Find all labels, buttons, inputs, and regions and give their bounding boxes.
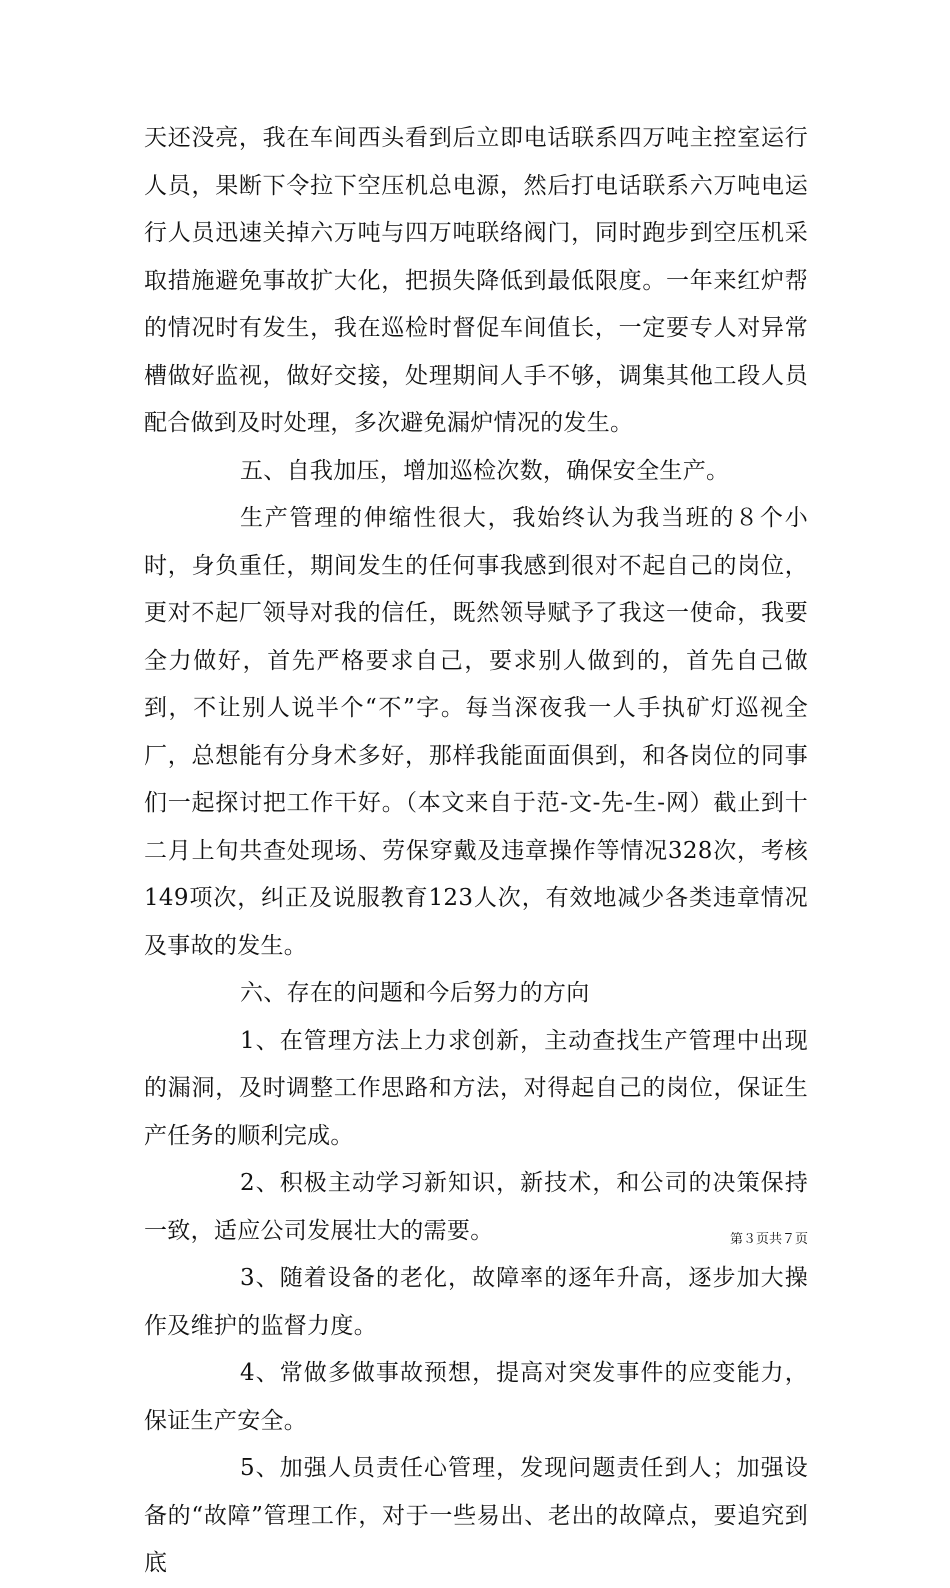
list-item-2: 2、积极主动学习新知识，新技术，和公司的决策保持一致，适应公司发展壮大的需要。 [144,1170,808,1244]
paragraph-production-management: 生产管理的伸缩性很大，我始终认为我当班的８个小时，身负重任，期间发生的任何事我感到很对不起自己的岗位，更对不起厂领导对我的信任，既然领导赋予了我这一使命，我要全力做好，首先严格要求自己，要求别人做到的，首先自己做到，不让别人说半个“不”字。每当深夜我一人手执矿灯巡视全厂，总想能有分身术多好，那样我能面面俱到，和各岗位的同事们一起探讨把工作干好。（本文来自于范-文-先-生-网）截止到十二月上旬共查处现场、劳保穿戴及违章操作等情况328次，考核149项次，纠正及说服教育123人次，有效地减少各类违章情况及事故的发生。 [144,505,808,959]
list-item-4: 4、常做多做事故预想，提高对突发事件的应变能力，保证生产安全。 [144,1360,808,1434]
section-heading-5: 五、自我加压，增加巡检次数，确保安全生产。 [240,457,730,484]
list-item-3: 3、随着设备的老化，故障率的逐年升高，逐步加大操作及维护的监督力度。 [144,1265,808,1339]
document-body [144,115,808,1588]
list-item-1: 1、在管理方法上力求创新，主动查找生产管理中出现的漏洞，及时调整工作思路和方法，对得起自己的岗位，保证生产任务的顺利完成。 [144,1027,808,1149]
page-number-footer: 第３页共７页 [729,1232,808,1247]
list-item-5: 5、加强人员责任心管理，发现问题责任到人；加强设备的“故障”管理工作，对于一些易出、老出的故障点，要追究到底 [144,1455,808,1576]
section-heading-6: 六、存在的问题和今后努力的方向 [240,980,590,1006]
paragraph-continuation: 天还没亮，我在车间西头看到后立即电话联系四万吨主控室运行人员，果断下令拉下空压机总电源，然后打电话联系六万吨电运行人员迅速关掉六万吨与四万吨联络阀门，同时跑步到空压机采取措施避免事故扩大化，把损失降低到最低限度。一年来红炉帮的情况时有发生，我在巡检时督促车间值长，一定要专人对异常槽做好监视，做好交接，处理期间人手不够，调集其他工段人员配合做到及时处理，多次避免漏炉情况的发生。 [144,125,808,436]
